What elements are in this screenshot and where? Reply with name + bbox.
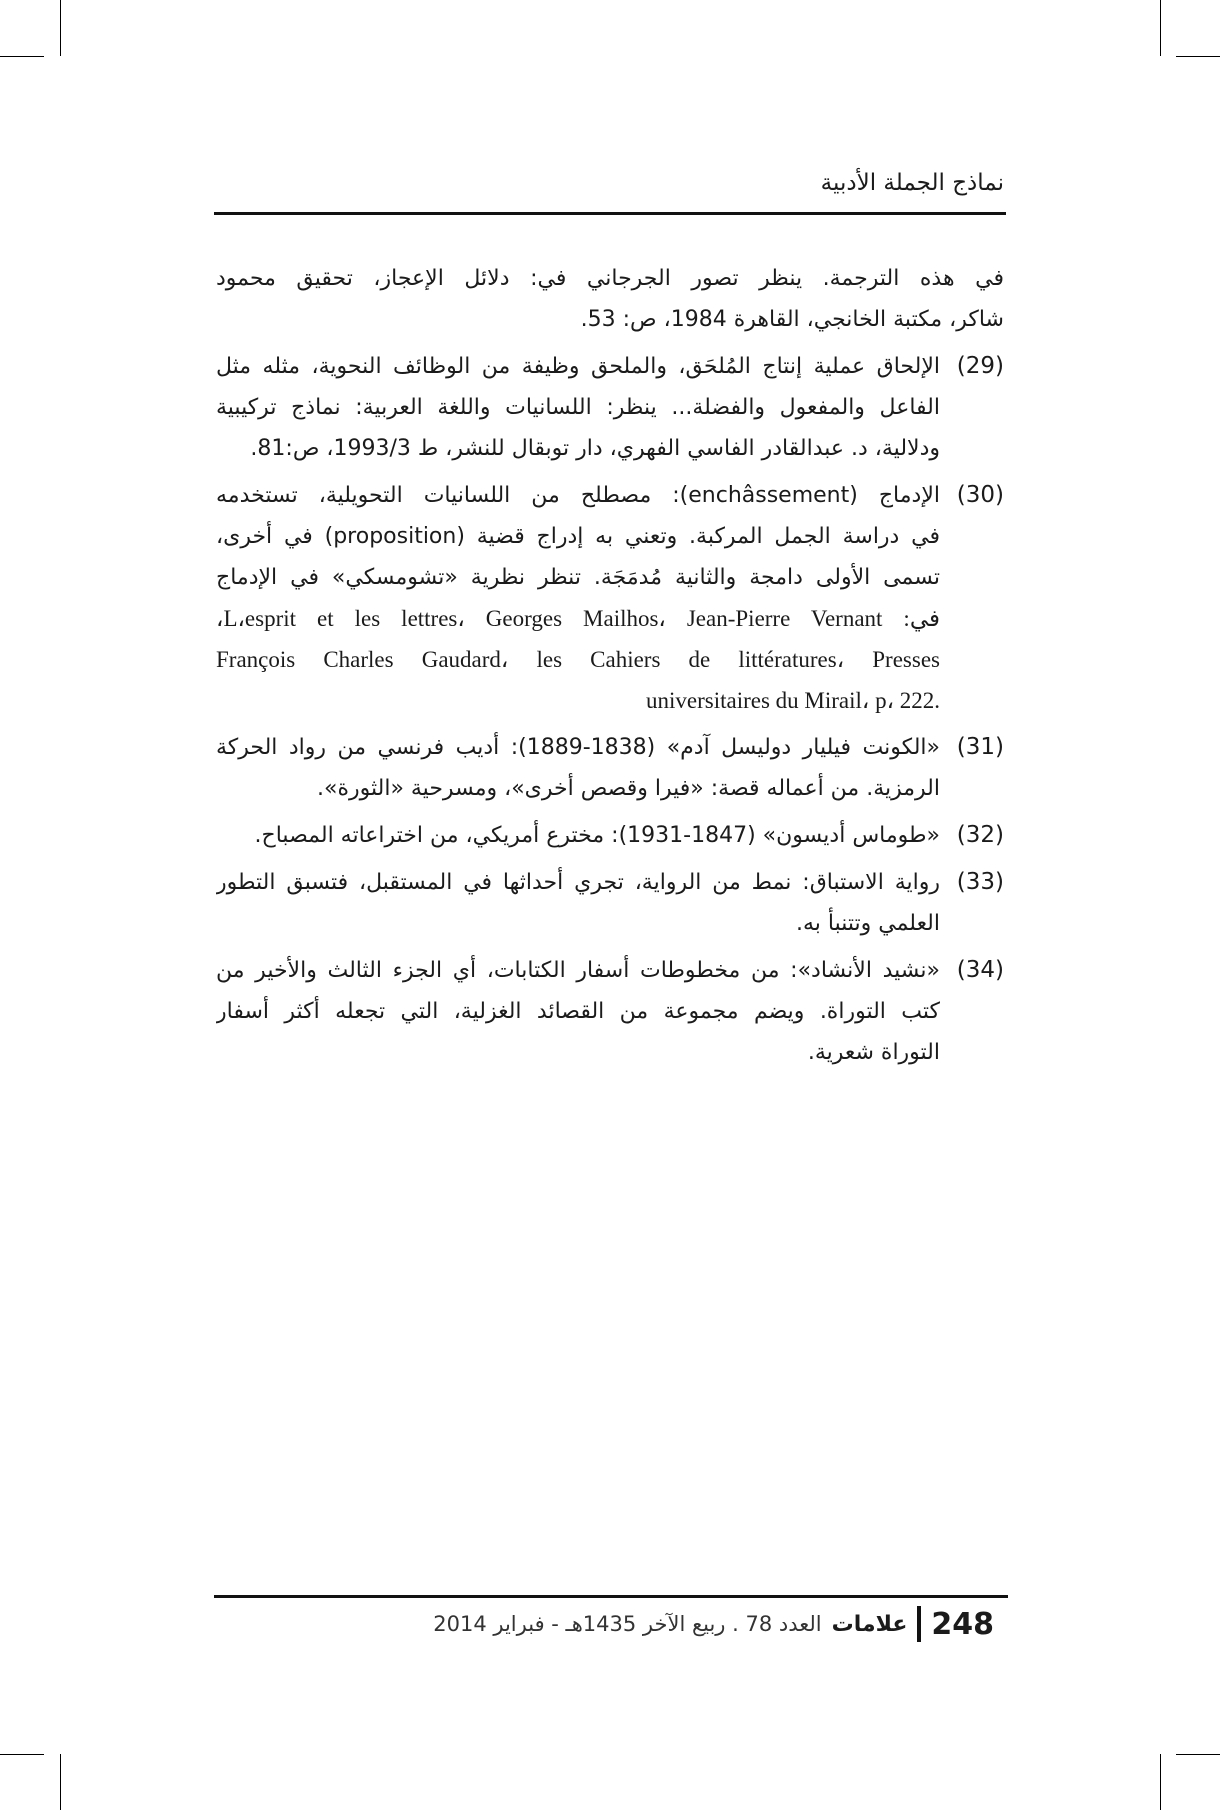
crop-mark	[1160, 1754, 1161, 1810]
note-number: (31)	[956, 734, 1004, 760]
note-number: (33)	[956, 869, 1004, 895]
note-line: .universitaires du Mirail، p، 222	[646, 688, 940, 713]
page-footer	[433, 1604, 994, 1644]
endnotes	[216, 258, 1004, 1079]
endnote-33	[216, 862, 1004, 944]
note-line: في هذه الترجمة. ينظر تصور الجرجاني في: دلائل الإعجاز، تحقيق محمود	[216, 266, 1004, 291]
crop-mark	[0, 56, 44, 57]
note-line: ودلالية، د. عبدالقادر الفاسي الفهري، دار توبقال للنشر، ط 1993/3، ص:81.	[250, 436, 940, 461]
crop-mark	[1160, 0, 1161, 56]
crop-mark	[60, 1754, 61, 1810]
running-head: نماذج الجملة الأدبية	[820, 170, 1004, 196]
crop-mark	[1176, 56, 1220, 57]
note-number: (29)	[956, 353, 1004, 379]
note-line: «الكونت فيليار دوليسل آدم» (1838-1889): أديب فرنسي من رواد الحركة	[216, 735, 940, 760]
issue-info: العدد 78 . ربيع الآخر 1435هـ - فبراير 2014	[433, 1612, 822, 1636]
note-number: (32)	[956, 822, 1004, 848]
note-line: العلمي وتتنبأ به.	[795, 911, 940, 936]
crop-mark	[0, 1754, 44, 1755]
endnote-29	[216, 346, 1004, 469]
note-number: (34)	[956, 957, 1004, 983]
note-number: (30)	[956, 482, 1004, 508]
note-line: «طوماس أديسون» (1847-1931): مخترع أمريكي، من اختراعاته المصباح.	[254, 823, 940, 848]
note-line: رواية الاستباق: نمط من الرواية، تجري أحداثها في المستقبل، فتسبق التطور	[216, 870, 940, 895]
page-number: 248	[931, 1606, 994, 1642]
footer-rule	[214, 1595, 1008, 1598]
footer-divider	[917, 1606, 921, 1642]
note-line: في: L،esprit et les lettres، Georges Mailhos، Jean-Pierre Vernant،	[216, 606, 940, 631]
header-rule	[214, 212, 1006, 215]
note-line: «نشيد الأنشاد»: من مخطوطات أسفار الكتابات، أي الجزء الثالث والأخير من	[216, 958, 940, 983]
note-line: كتب التوراة. ويضم مجموعة من القصائد الغزلية، التي تجعله أكثر أسفار	[216, 999, 940, 1024]
endnote-31	[216, 727, 1004, 809]
note-line: تسمى الأولى دامجة والثانية مُدمَجَة. تنظر نظرية «تشومسكي» في الإدماج	[216, 565, 940, 590]
journal-logo: علامات	[831, 1611, 908, 1637]
note-line: الإلحاق عملية إنتاج المُلحَق، والملحق وظيفة من الوظائف النحوية، مثله مثل	[216, 354, 940, 379]
note-line: التوراة شعرية.	[807, 1040, 940, 1065]
endnote-30	[216, 475, 1004, 721]
note-line: الإدماج (enchâssement): مصطلح من اللسانيات التحويلية، تستخدمه	[216, 483, 940, 508]
note-line: في دراسة الجمل المركبة. وتعني به إدراج قضية (proposition) في أخرى،	[216, 524, 940, 549]
note-line: François Charles Gaudard، les Cahiers de littératures، Presses	[216, 647, 940, 672]
endnote-32	[216, 815, 1004, 856]
note-line: الرمزية. من أعماله قصة: «فيرا وقصص أخرى»، ومسرحية «الثورة».	[317, 776, 940, 801]
crop-mark	[60, 0, 61, 56]
note-line: شاكر، مكتبة الخانجي، القاهرة 1984، ص: 53.	[580, 307, 1004, 332]
endnote-continued	[216, 258, 1004, 340]
note-line: الفاعل والمفعول والفضلة... ينظر: اللسانيات واللغة العربية: نماذج تركيبية	[216, 395, 940, 420]
endnote-34	[216, 950, 1004, 1073]
crop-mark	[1176, 1754, 1220, 1755]
